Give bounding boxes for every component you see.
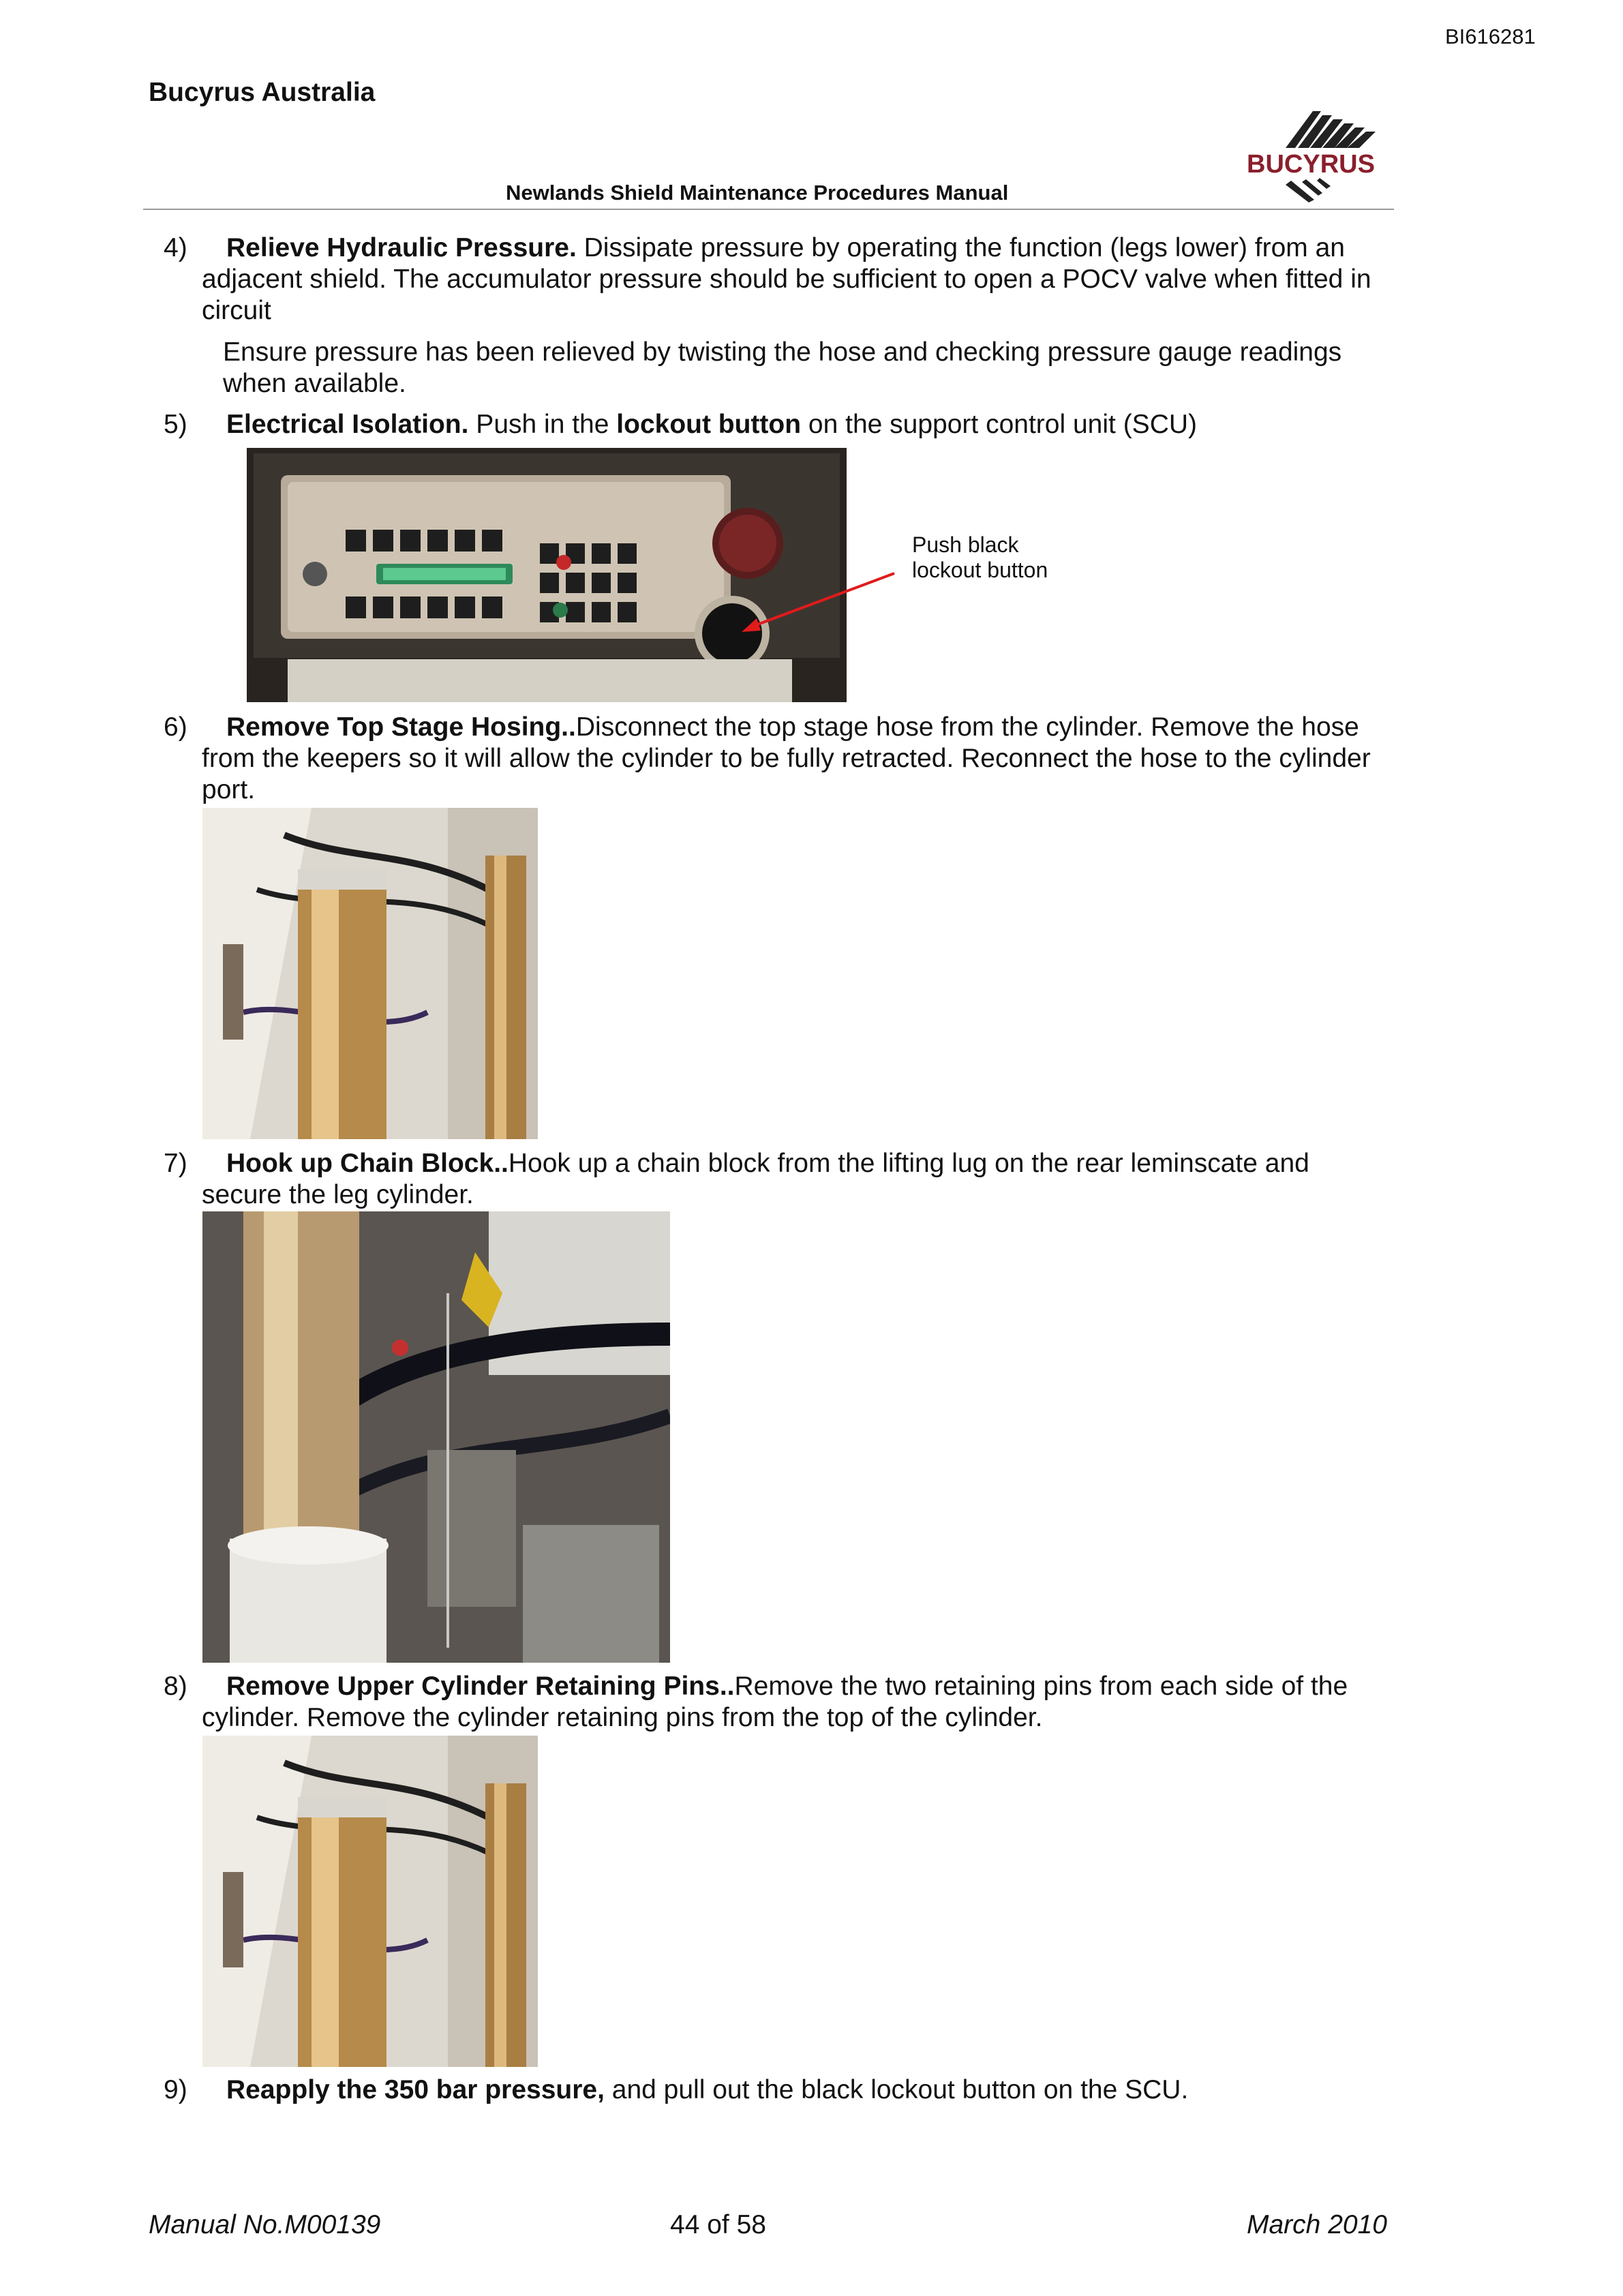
step-heading: Electrical Isolation.: [226, 410, 469, 439]
footer-manual-number: Manual No.M00139: [149, 2210, 381, 2239]
step-4-note: Ensure pressure has been relieved by twisting the hose and checking pressure gauge readings when available.: [223, 337, 1342, 398]
logo-wordmark: BUCYRUS: [1247, 150, 1375, 179]
step-4: [164, 232, 1391, 327]
header-divider: [143, 209, 1394, 210]
manual-title: Newlands Shield Maintenance Procedures Manual: [506, 181, 1009, 205]
callout-arrow-icon: [736, 569, 900, 637]
step-heading: Remove Top Stage Hosing..: [226, 712, 576, 742]
step-number: 7): [164, 1149, 187, 1178]
step-number: 9): [164, 2075, 187, 2104]
step-text: Hook up a chain block from the lifting lug on the rear leminscate and secure the leg cylinder.: [202, 1149, 1309, 1209]
step-text: Disconnect the top stage hose from the cylinder. Remove the hose from the keepers so it will allow the cylinder to be fully retracted. Reconnect the hose to the cylinder port.: [202, 712, 1371, 804]
step-heading: Reapply the 350 bar pressure,: [226, 2075, 605, 2104]
footer-page-number: 44 of 58: [670, 2210, 766, 2239]
step-number: 6): [164, 712, 187, 742]
step-7: [164, 1148, 1391, 1211]
chain-block-photo: [202, 1211, 670, 1663]
company-name: Bucyrus Australia: [149, 78, 376, 107]
step-5: [164, 409, 1391, 440]
top-stage-hosing-photo: [202, 808, 538, 1139]
step-text: Dissipate pressure by operating the function (legs lower) from an adjacent shield. The accumulator pressure should be sufficient to open a POCV valve when fitted in circuit: [202, 233, 1371, 325]
retaining-pins-photo: [202, 1736, 538, 2067]
document-id: BI616281: [1445, 25, 1536, 48]
step-text: and pull out the black lockout button on the SCU.: [604, 2075, 1189, 2104]
step-number: 5): [164, 410, 187, 439]
bucyrus-logo: [1232, 106, 1389, 205]
step-heading: Relieve Hydraulic Pressure.: [226, 233, 577, 262]
step-number: 4): [164, 233, 187, 262]
footer-date: March 2010: [1247, 2210, 1387, 2239]
step-text-end: on the support control unit (SCU): [801, 410, 1198, 439]
step-8: [164, 1671, 1391, 1734]
step-9: [164, 2074, 1391, 2106]
step-text: Push in the: [468, 410, 617, 439]
lockout-button-callout: Push black lockout button: [912, 532, 1048, 582]
step-heading: Remove Upper Cylinder Retaining Pins..: [226, 1672, 735, 1701]
step-6: [164, 712, 1391, 806]
step-number: 8): [164, 1672, 187, 1701]
step-heading: Hook up Chain Block..: [226, 1149, 509, 1178]
step-text: Remove the two retaining pins from each side of the cylinder. Remove the cylinder retaining pins from the top of the cylinder.: [202, 1672, 1348, 1732]
lockout-button-term: lockout button: [616, 410, 802, 439]
